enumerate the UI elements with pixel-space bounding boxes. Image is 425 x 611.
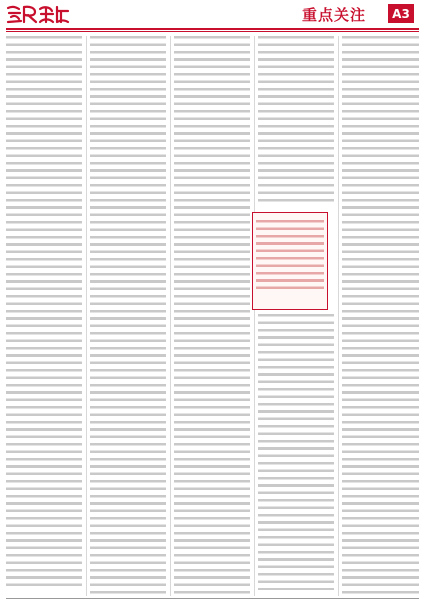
unreadable-text-block bbox=[258, 314, 334, 590]
article-column-3 bbox=[174, 36, 250, 596]
article-column-5 bbox=[342, 36, 419, 596]
article-column-1 bbox=[6, 36, 82, 596]
column-divider bbox=[86, 36, 87, 596]
page-footer bbox=[6, 601, 419, 609]
footer-rule bbox=[6, 598, 419, 599]
unreadable-text-block bbox=[342, 36, 419, 596]
article-column-2 bbox=[90, 36, 166, 596]
callout-box bbox=[252, 212, 328, 310]
section-tag: 重点关注 bbox=[302, 6, 367, 24]
header-rule bbox=[6, 28, 419, 30]
unreadable-text-block bbox=[90, 36, 166, 596]
column-divider bbox=[170, 36, 171, 596]
unreadable-text-block bbox=[258, 36, 334, 206]
article-body bbox=[6, 36, 419, 596]
unreadable-text-block bbox=[174, 36, 250, 596]
article-column-4 bbox=[258, 36, 334, 596]
header-rule-thin bbox=[6, 31, 419, 32]
column-divider bbox=[254, 36, 255, 596]
page-number-badge: A3 bbox=[388, 4, 414, 23]
column-divider bbox=[338, 36, 339, 596]
masthead-logo bbox=[6, 3, 70, 25]
unreadable-text-block bbox=[6, 36, 82, 586]
page-header bbox=[0, 0, 425, 28]
unreadable-text-block bbox=[256, 220, 324, 294]
